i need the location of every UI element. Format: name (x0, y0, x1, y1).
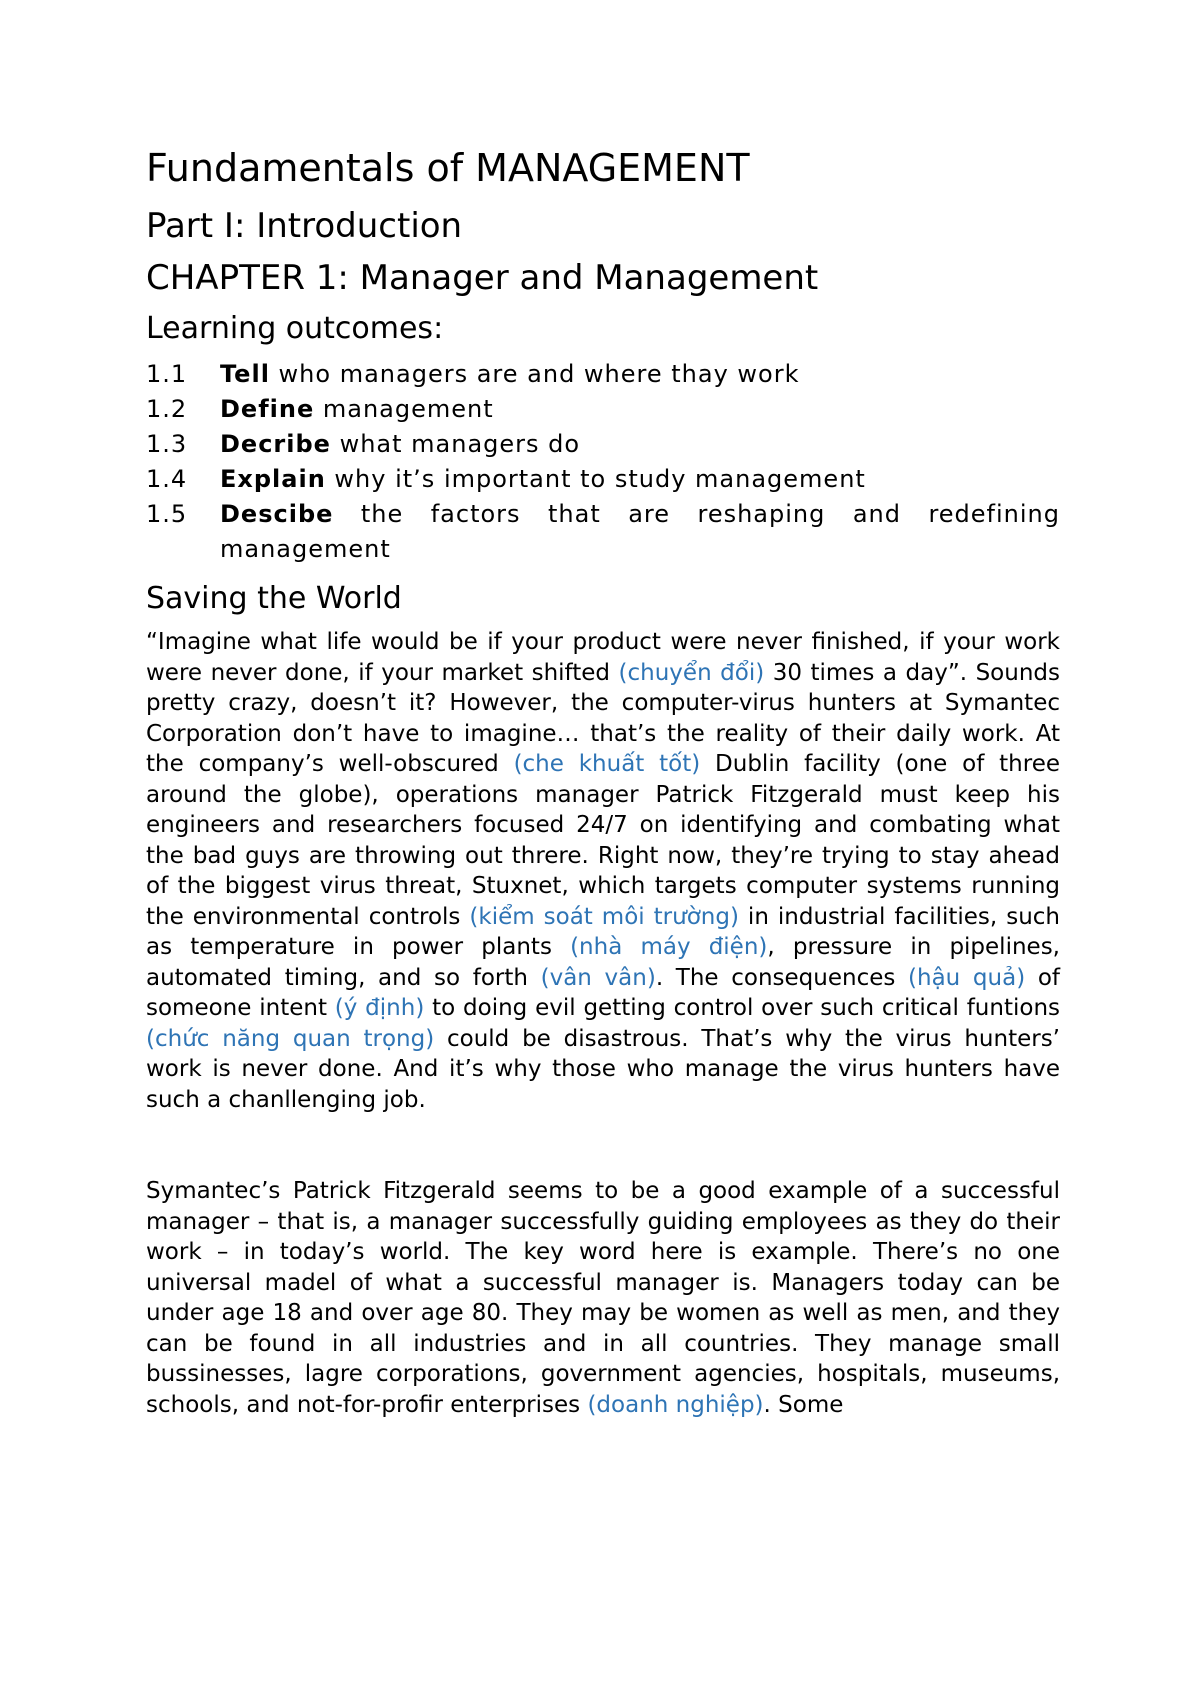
outcome-verb: Define (220, 395, 315, 424)
outcome-verb: Descibe (220, 500, 334, 529)
outcome-number: 1.2 (146, 395, 188, 424)
vietnamese-gloss: (vân vân) (540, 964, 656, 991)
outcome-rest: the factors that are reshaping and redefining management (220, 500, 1060, 564)
outcome-rest: management (314, 395, 494, 424)
vietnamese-gloss: (doanh nghiệp) (587, 1391, 764, 1418)
learning-outcome-item (146, 357, 1060, 392)
vietnamese-gloss: (ý định) (334, 995, 425, 1022)
paragraph-text: Dublin facility (one of three around the globe), operations manager Patrick Fitzgerald must keep his engineers and researchers focused 24/7 on identifying and combating what the bad guys are throwing out threre. Right now, they’re trying to stay ahead of the biggest virus threat, Stuxnet, which targets computer systems running the environmental controls (146, 751, 1060, 930)
paragraph-text: “Imagine what life would be if your product were never finished, if your work were never done, if your market shifted (146, 629, 1060, 686)
outcome-number: 1.3 (146, 430, 188, 459)
paragraph-text: , pressure in pipelines, automated timing, and so forth (146, 934, 1060, 991)
document-title: Fundamentals of MANAGEMENT (146, 146, 750, 190)
outcome-rest: what managers do (330, 430, 581, 459)
outcome-rest: why it’s important to study management (325, 465, 866, 494)
outcome-text (220, 357, 1060, 392)
outcome-text (220, 392, 1060, 427)
vietnamese-gloss: (che khuất tốt) (513, 751, 701, 778)
learning-outcome-item (146, 392, 1060, 427)
outcome-verb: Decribe (220, 430, 331, 459)
body-paragraph-2 (146, 1176, 1060, 1420)
vietnamese-gloss: (nhà máy điện) (570, 934, 768, 961)
paragraph-text: in industrial facilities, such as temperature in power plants (146, 903, 1060, 961)
paragraph-text: could be disastrous. That’s why the virus hunters’ work is never done. And it’s why those who manage the virus hunters have such a chanllenging job. (146, 1025, 1060, 1113)
paragraph-text: to doing evil getting control over such critical funtions (424, 995, 1061, 1022)
vietnamese-gloss: (chức năng quan trọng) (146, 1025, 435, 1052)
chapter-title: CHAPTER 1: Manager and Management (146, 258, 819, 299)
outcome-verb: Tell (220, 360, 270, 389)
vietnamese-gloss: (kiểm soát môi trường) (469, 903, 739, 930)
learning-outcome-item (146, 427, 1060, 462)
outcome-text (220, 427, 1060, 462)
section-title: Saving the World (146, 581, 402, 617)
learning-outcomes-list (146, 357, 1060, 567)
paragraph-text: . Some (763, 1391, 844, 1418)
vietnamese-gloss: (hậu quả) (908, 964, 1026, 991)
document-page (146, 138, 1060, 1420)
paragraph-text: of someone intent (146, 964, 1061, 1022)
body-paragraph-1 (146, 627, 1060, 1115)
vietnamese-gloss: (chuyển đổi) (618, 659, 765, 686)
outcome-text (220, 497, 1060, 567)
learning-outcome-item (146, 497, 1060, 567)
outcome-number: 1.4 (146, 465, 188, 494)
outcome-verb: Explain (220, 465, 326, 494)
paragraph-text: . The consequences (655, 964, 909, 991)
part-title: Part I: Introduction (146, 205, 463, 246)
paragraph-text: 30 times a day”. Sounds pretty crazy, doesn’t it? However, the computer-virus hunters at Symantec Corporation don’t have to imagine… that’s the reality of their daily work. At the company’s well-obscured (146, 659, 1060, 778)
learning-outcomes-heading: Learning outcomes: (146, 311, 444, 347)
paragraph-text: Symantec’s Patrick Fitzgerald seems to be a good example of a successful manager – that is, a manager successfully guiding employees as they do their work – in today’s world. The key word here is example. There’s no one universal madel of what a successful manager is. Managers today can be under age 18 and over age 80. They may be women as well as men, and they can be found in all industries and in all countries. They manage small bussinesses, lagre corporations, government agencies, hospitals, museums, schools, and not-for-profir enterprises (146, 1178, 1060, 1418)
learning-outcome-item (146, 462, 1060, 497)
outcome-rest: who managers are and where thay work (269, 360, 800, 389)
outcome-text (220, 462, 1060, 497)
outcome-number: 1.1 (146, 360, 188, 389)
outcome-number: 1.5 (146, 500, 188, 529)
